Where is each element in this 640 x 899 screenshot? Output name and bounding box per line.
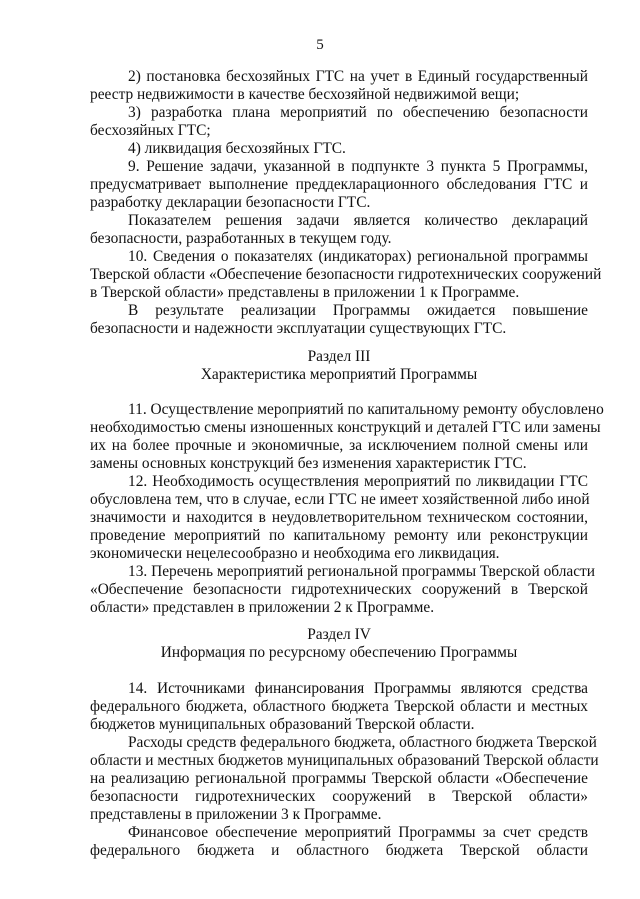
text-line: необходимостью смены изношенных конструкций и деталей ГТС или замены xyxy=(90,419,601,436)
text-line: бесхозяйных ГТС; xyxy=(90,122,211,139)
section-title: Информация по ресурсному обеспечению Программы xyxy=(160,644,518,661)
text-line: значимости и находится в неудовлетворительном техническом состоянии, xyxy=(90,509,588,526)
text-line: 2) постановка бесхозяйных ГТС на учет в Единый государственный xyxy=(128,68,588,85)
text-line: 3) разработка плана мероприятий по обеспечению безопасности xyxy=(128,104,588,121)
text-line: 4) ликвидация бесхозяйных ГТС. xyxy=(128,140,346,157)
text-line: разработку декларации безопасности ГТС. xyxy=(90,194,371,211)
text-line: экономически нецелесообразно и необходима его ликвидация. xyxy=(90,545,500,562)
page-number: 5 xyxy=(316,37,324,53)
text-line: реестр недвижимости в качестве бесхозяйной недвижимой вещи; xyxy=(90,86,520,103)
text-line: проведение мероприятий по капитальному ремонту или реконструкции xyxy=(90,527,588,544)
text-line: бюджетов муниципальных образований Тверской области. xyxy=(90,716,475,733)
section-heading: Раздел IV xyxy=(307,626,371,643)
text-line: области» представлен в приложении 2 к Программе. xyxy=(90,599,435,616)
text-line: 13. Перечень мероприятий региональной программы Тверской области xyxy=(128,563,596,580)
text-line: безопасности гидротехнических сооружений в Тверской области» xyxy=(90,788,588,805)
text-line: «Обеспечение безопасности гидротехнических сооружений в Тверской xyxy=(90,581,588,598)
text-line: замены основных конструкций без изменения характеристик ГТС. xyxy=(90,455,527,472)
section-heading: Раздел III xyxy=(307,348,371,365)
text-line: безопасности и надежности эксплуатации существующих ГТС. xyxy=(90,320,507,337)
text-line: В результате реализации Программы ожидается повышение xyxy=(128,302,588,319)
text-line: Тверской области «Обеспечение безопасности гидротехнических сооружений xyxy=(90,266,602,283)
text-line: 9. Решение задачи, указанной в подпункте 3 пункта 5 Программы, xyxy=(128,158,588,175)
text-line: 12. Необходимость осуществления мероприятий по ликвидации ГТС xyxy=(128,473,588,490)
text-line: Расходы средств федерального бюджета, областного бюджета Тверской xyxy=(128,734,597,751)
text-line: безопасности, разработанных в текущем году. xyxy=(90,230,392,247)
text-line: 10. Сведения о показателях (индикаторах) региональной программы xyxy=(128,248,588,265)
text-line: Финансовое обеспечение мероприятий Программы за счет средств xyxy=(128,824,588,841)
text-line: в Тверской области» представлены в приложении 1 к Программе. xyxy=(90,284,520,301)
text-line: области и местных бюджетов муниципальных образований Тверской области xyxy=(90,752,599,769)
text-line: Показателем решения задачи является количество деклараций xyxy=(128,212,588,229)
text-line: 14. Источниками финансирования Программы являются средства xyxy=(128,680,588,697)
text-line: обусловлена тем, что в случае, если ГТС не имеет хозяйственной либо иной xyxy=(90,491,590,508)
text-line: на реализацию региональной программы Тверской области «Обеспечение xyxy=(90,770,588,787)
text-line: их на более прочные и экономичные, за исключением полной смены или xyxy=(90,437,588,454)
section-title: Характеристика мероприятий Программы xyxy=(200,366,478,383)
text-line: федерального бюджета и областного бюджета Тверской области xyxy=(90,842,588,859)
text-line: представлены в приложении 3 к Программе. xyxy=(90,806,382,823)
text-line: 11. Осуществление мероприятий по капитальному ремонту обусловлено xyxy=(128,401,604,418)
text-line: федерального бюджета, областного бюджета Тверской области и местных xyxy=(90,698,588,715)
text-line: предусматривает выполнение преддекларационного обследования ГТС и xyxy=(90,176,588,193)
